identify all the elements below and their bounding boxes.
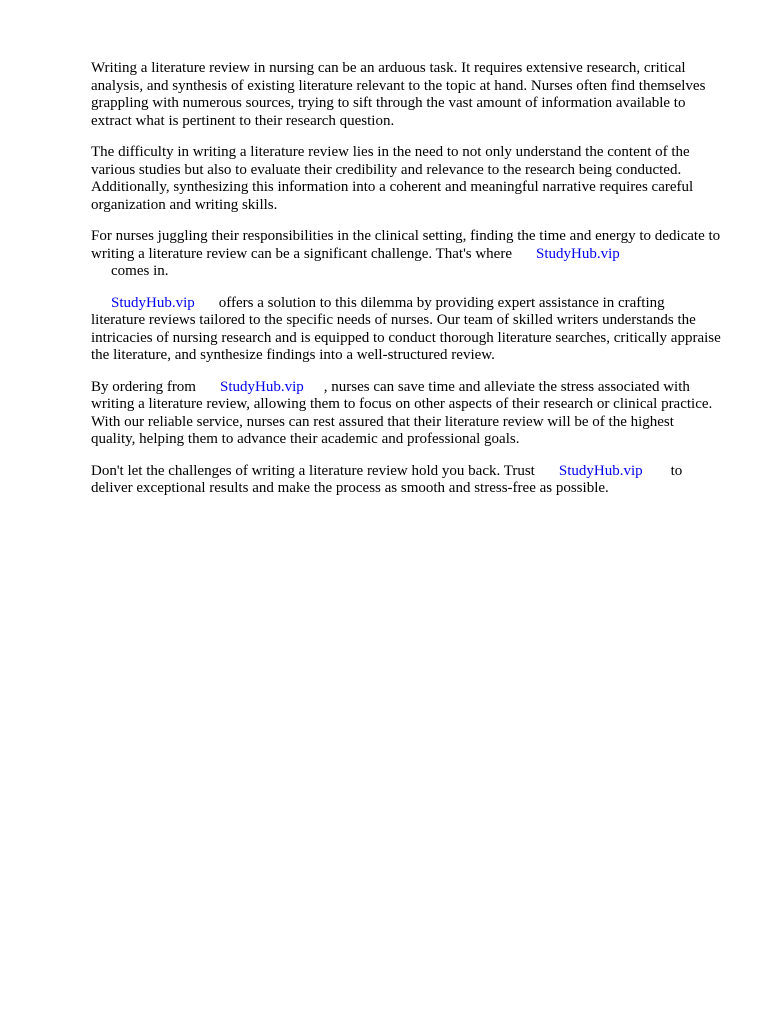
paragraph-nurses-challenge-tail: comes in. — [111, 263, 169, 279]
paragraph-difficulty — [91, 144, 721, 214]
studyhub-link-2[interactable]: StudyHub.vip — [111, 294, 195, 311]
paragraph-closing-text: to deliver exceptional results and make the process as smooth and stress-free as possible. — [91, 462, 683, 496]
studyhub-link-3[interactable]: StudyHub.vip — [219, 378, 304, 395]
paragraph-solution — [91, 295, 721, 365]
document-body — [91, 60, 721, 512]
studyhub-link-1[interactable]: StudyHub.vip — [536, 245, 620, 262]
paragraph-closing — [91, 463, 721, 498]
paragraph-nurses-challenge-text: For nurses juggling their responsibilities in the clinical setting, finding the time and energy to dedicate to writing a literature review can be a significant challenge. That's where — [91, 228, 721, 262]
paragraph-nurses-challenge — [91, 228, 721, 281]
paragraph-closing-lead: Don't let the challenges of writing a literature review hold you back. Trust — [91, 462, 535, 479]
paragraph-intro-text: Writing a literature review in nursing can be an arduous task. It requires extensive research, critical analysis, and synthesis of existing literature relevant to the topic at hand. Nurses often find themselves grappling with numerous sources, trying to sift through the vast amount of information available to extract what is pertinent to their research question. — [91, 60, 706, 129]
paragraph-solution-text: offers a solution to this dilemma by providing expert assistance in crafting literature reviews tailored to the specific needs of nurses. Our team of skilled writers understands the intricacies of nursing research and is equipped to conduct thorough literature searches, critically appraise the literature, and synthesize findings into a well-structured review. — [91, 294, 721, 363]
paragraph-ordering-lead: By ordering from — [91, 378, 196, 395]
paragraph-difficulty-text: The difficulty in writing a literature review lies in the need to not only understand the content of the various studies but also to evaluate their credibility and relevance to the research being conducted. Additionally, synthesizing this information into a coherent and meaningful narrative requires careful organization and writing skills. — [91, 144, 694, 213]
paragraph-ordering-text: , nurses can save time and alleviate the stress associated with writing a literature review, allowing them to focus on other aspects of their research or clinical practice. With our reliable service, nurses can rest assured that their literature review will be of the highest quality, helping them to advance their academic and professional goals. — [91, 378, 713, 447]
paragraph-intro — [91, 60, 721, 130]
paragraph-ordering — [91, 379, 721, 449]
studyhub-link-4[interactable]: StudyHub.vip — [558, 462, 643, 479]
